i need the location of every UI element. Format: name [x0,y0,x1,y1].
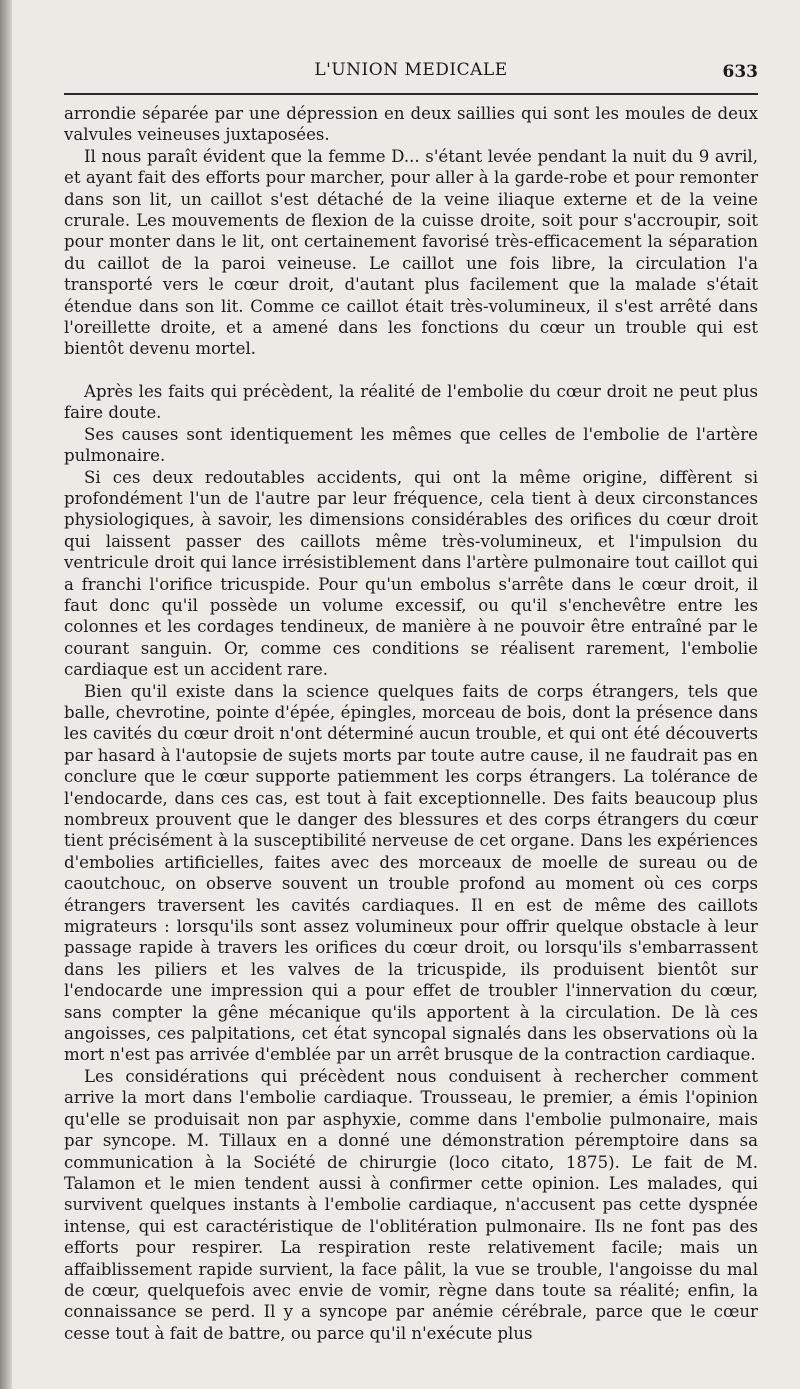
paragraph: Ses causes sont identiquement les mêmes que celles de l'embolie de l'artère pulmonaire. [64,424,758,466]
page-number: 633 [722,62,758,82]
paragraph: arrondie séparée par une dépression en deux saillies qui sont les moules de deux valvules veineuses juxtaposées. [64,104,758,145]
paragraph: Il nous paraît évident que la femme D... s'étant levée pendant la nuit du 9 avril, et ayant fait des efforts pour marcher, pour aller à la garde-robe et pour remonter dans son lit, un caillot s'est détaché de la veine iliaque externe et de la veine crurale. Les mouvements de flexion de la cuisse droite, soit pour s'accroupir, soit pour monter dans le lit, ont certainement favorisé très-efficacement la séparation du caillot de la paroi veineuse. Le caillot une fois libre, la circulation l'a transporté vers le cœur droit, d'autant plus facilement que la malade s'était étendue dans son lit. Comme ce caillot était très-volumineux, il s'est arrêté dans l'oreillette droite, et a amené dans les fonctions du cœur un trouble qui est bientôt devenu mortel. [64,146,758,359]
page-header [64,60,758,90]
page-binding-shadow [0,0,12,1389]
paragraph: Bien qu'il existe dans la science quelques faits de corps étrangers, tels que balle, chevrotine, pointe d'épée, épingles, morceau de bois, dont la présence dans les cavités du cœur droit n'ont déterminé aucun trouble, et qui ont été découverts par hasard à l'autopsie de sujets morts par toute autre cause, il ne faudrait pas en conclure que le cœur supporte patiemment les corps étrangers. La tolérance de l'endocarde, dans ces cas, est tout à fait exceptionnelle. Des faits beaucoup plus nombreux prouvent que le danger des blessures et des corps étrangers du cœur tient précisément à la susceptibilité nerveuse de cet organe. Dans les expériences d'embolies artificielles, faites avec des morceaux de moelle de sureau ou de caoutchouc, on observe souvent un trouble profond au moment où ces corps étrangers traversent les cavités cardiaques. Il en est de même des caillots migrateurs : lorsqu'ils sont assez volumineux pour offrir quelque obstacle à leur passage rapide à travers les orifices du cœur droit, ou lorsqu'ils s'embarrassent dans les piliers et les valves de la tricuspide, ils produisent bientôt sur l'endocarde une impression qui a pour effet de troubler l'innervation du cœur, sans compter la gêne mécanique qu'ils apportent à la circulation. De là ces angoisses, ces palpitations, cet état syncopal signalés dans les observations où la mort n'est pas arrivée d'emblée par un arrêt brusque de la contraction cardiaque. [64,681,758,1065]
header-rule [64,93,758,95]
body-text [64,103,758,1344]
running-title: L'UNION MEDICALE [314,60,508,80]
paragraph: Les considérations qui précèdent nous conduisent à rechercher comment arrive la mort dans l'embolie cardiaque. Trousseau, le premier, a émis l'opinion qu'elle se produisait non par asphyxie, comme dans l'embolie pulmonaire, mais par syncope. M. Tillaux en a donné une démonstration péremptoire dans sa communication à la Société de chirurgie (loco citato, 1875). Le fait de M. Talamon et le mien tendent aussi à confirmer cette opinion. Les malades, qui survivent quelques instants à l'embolie cardiaque, n'accusent pas cette dyspnée intense, qui est caractéristique de l'oblitération pulmonaire. Ils ne font pas des efforts pour respirer. La respiration reste relativement facile; mais un affaiblissement rapide survient, la face pâlit, la vue se trouble, l'angoisse du mal de cœur, quelquefois avec envie de vomir, règne dans toute sa réalité; enfin, la connaissance se perd. Il y a syncope par anémie cérébrale, parce que le cœur cesse tout à fait de battre, ou parce qu'il n'exécute plus [64,1066,758,1343]
paragraph: Après les faits qui précèdent, la réalité de l'embolie du cœur droit ne peut plus faire doute. [64,381,758,423]
paragraph: Si ces deux redoutables accidents, qui ont la même origine, diffèrent si profondément l'un de l'autre par leur fréquence, cela tient à deux circonstances physiologiques, à savoir, les dimensions considérables des orifices du cœur droit qui laissent passer des caillots même très-volumineux, et l'impulsion du ventricule droit qui lance irrésistiblement dans l'artère pulmonaire tout caillot qui a franchi l'orifice tricuspide. Pour qu'un embolus s'arrête dans le cœur droit, il faut donc qu'il possède un volume excessif, ou qu'il s'enchevêtre entre les colonnes et les cordages tendineux, de manière à ne pouvoir être entraîné par le courant sanguin. Or, comme ces conditions se réalisent rarement, l'embolie cardiaque est un accident rare. [64,467,758,680]
